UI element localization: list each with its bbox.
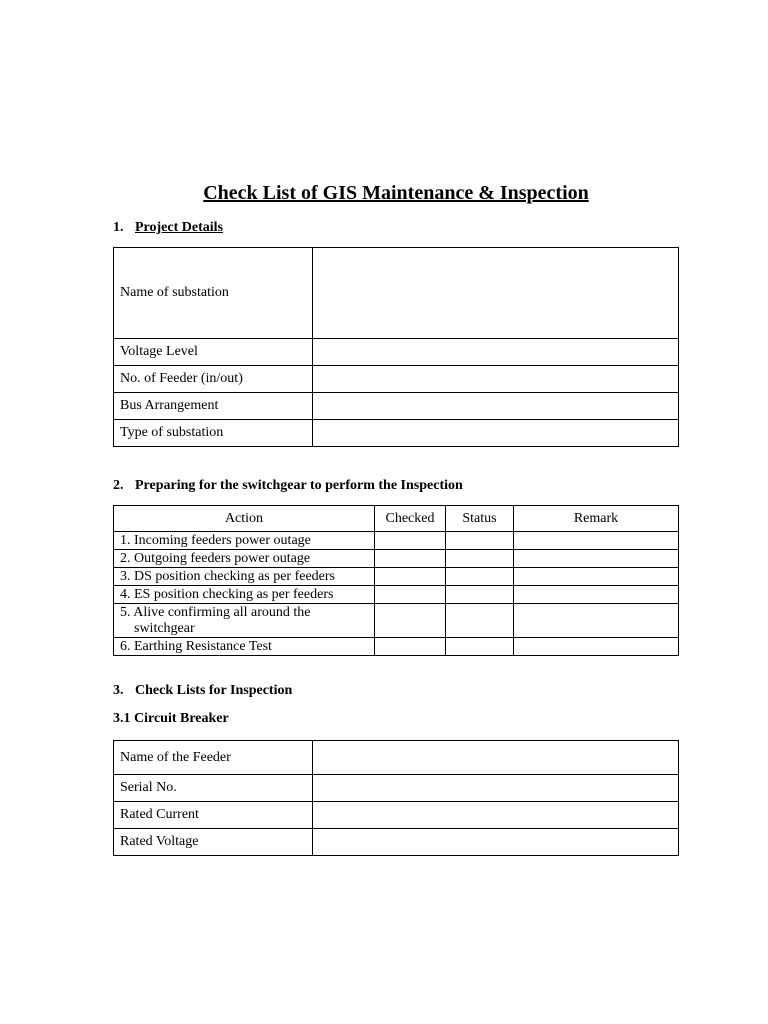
table-header-row: [114, 506, 679, 532]
section-2-number: 2.: [113, 478, 124, 493]
remark-cell[interactable]: [514, 586, 679, 604]
row-label: Name of substation: [114, 248, 313, 339]
column-header-remark: Remark: [514, 506, 679, 532]
table-row: [114, 366, 679, 393]
table-row: [114, 586, 679, 604]
section-3-number: 3.: [113, 683, 124, 698]
table-row: [114, 248, 679, 339]
action-cell: 3. DS position checking as per feeders: [114, 568, 375, 586]
section-2-heading: [113, 478, 463, 494]
status-cell[interactable]: [446, 604, 514, 638]
checked-cell[interactable]: [375, 586, 446, 604]
row-label: Rated Current: [114, 802, 313, 829]
status-cell[interactable]: [446, 638, 514, 656]
remark-cell[interactable]: [514, 604, 679, 638]
section-3-title: Check Lists for Inspection: [135, 683, 293, 698]
table-row: [114, 741, 679, 775]
table-row: [114, 393, 679, 420]
row-label: No. of Feeder (in/out): [114, 366, 313, 393]
section-1-number: 1.: [113, 220, 124, 235]
table-row: [114, 775, 679, 802]
value-cell[interactable]: [313, 248, 679, 339]
remark-cell[interactable]: [514, 550, 679, 568]
status-cell[interactable]: [446, 550, 514, 568]
action-cell: 6. Earthing Resistance Test: [114, 638, 375, 656]
section-2-title: Preparing for the switchgear to perform the Inspection: [135, 478, 463, 493]
value-cell[interactable]: [313, 393, 679, 420]
table-row: [114, 802, 679, 829]
value-cell[interactable]: [313, 741, 679, 775]
row-label: Bus Arrangement: [114, 393, 313, 420]
remark-cell[interactable]: [514, 532, 679, 550]
column-header-checked: Checked: [375, 506, 446, 532]
remark-cell[interactable]: [514, 638, 679, 656]
status-cell[interactable]: [446, 532, 514, 550]
value-cell[interactable]: [313, 775, 679, 802]
value-cell[interactable]: [313, 420, 679, 447]
value-cell[interactable]: [313, 829, 679, 856]
remark-cell[interactable]: [514, 568, 679, 586]
checked-cell[interactable]: [375, 568, 446, 586]
column-header-action: Action: [114, 506, 375, 532]
value-cell[interactable]: [313, 339, 679, 366]
table-row: [114, 532, 679, 550]
status-cell[interactable]: [446, 586, 514, 604]
row-label: Rated Voltage: [114, 829, 313, 856]
checked-cell[interactable]: [375, 532, 446, 550]
action-text-continued: switchgear: [134, 620, 195, 636]
project-details-table: [113, 247, 679, 447]
preparation-table: [113, 505, 679, 656]
table-row: [114, 420, 679, 447]
row-label: Type of substation: [114, 420, 313, 447]
value-cell[interactable]: [313, 366, 679, 393]
section-1-heading: [113, 220, 223, 236]
action-cell: 1. Incoming feeders power outage: [114, 532, 375, 550]
table-row: [114, 568, 679, 586]
checked-cell[interactable]: [375, 550, 446, 568]
row-label: Voltage Level: [114, 339, 313, 366]
column-header-status: Status: [446, 506, 514, 532]
page-title: Check List of GIS Maintenance & Inspection: [203, 182, 589, 204]
section-3-heading: [113, 683, 292, 699]
table-row: [114, 550, 679, 568]
checked-cell[interactable]: [375, 604, 446, 638]
section-3-1-heading: 3.1 Circuit Breaker: [113, 711, 229, 726]
row-label: Serial No.: [114, 775, 313, 802]
action-cell: 2. Outgoing feeders power outage: [114, 550, 375, 568]
table-row: [114, 829, 679, 856]
table-row: [114, 604, 679, 638]
table-row: [114, 638, 679, 656]
status-cell[interactable]: [446, 568, 514, 586]
action-cell: [114, 604, 375, 638]
checked-cell[interactable]: [375, 638, 446, 656]
circuit-breaker-table: [113, 740, 679, 856]
table-row: [114, 339, 679, 366]
value-cell[interactable]: [313, 802, 679, 829]
section-1-title: Project Details: [135, 220, 223, 235]
action-text: 5. Alive confirming all around the: [120, 604, 311, 620]
row-label: Name of the Feeder: [114, 741, 313, 775]
action-cell: 4. ES position checking as per feeders: [114, 586, 375, 604]
